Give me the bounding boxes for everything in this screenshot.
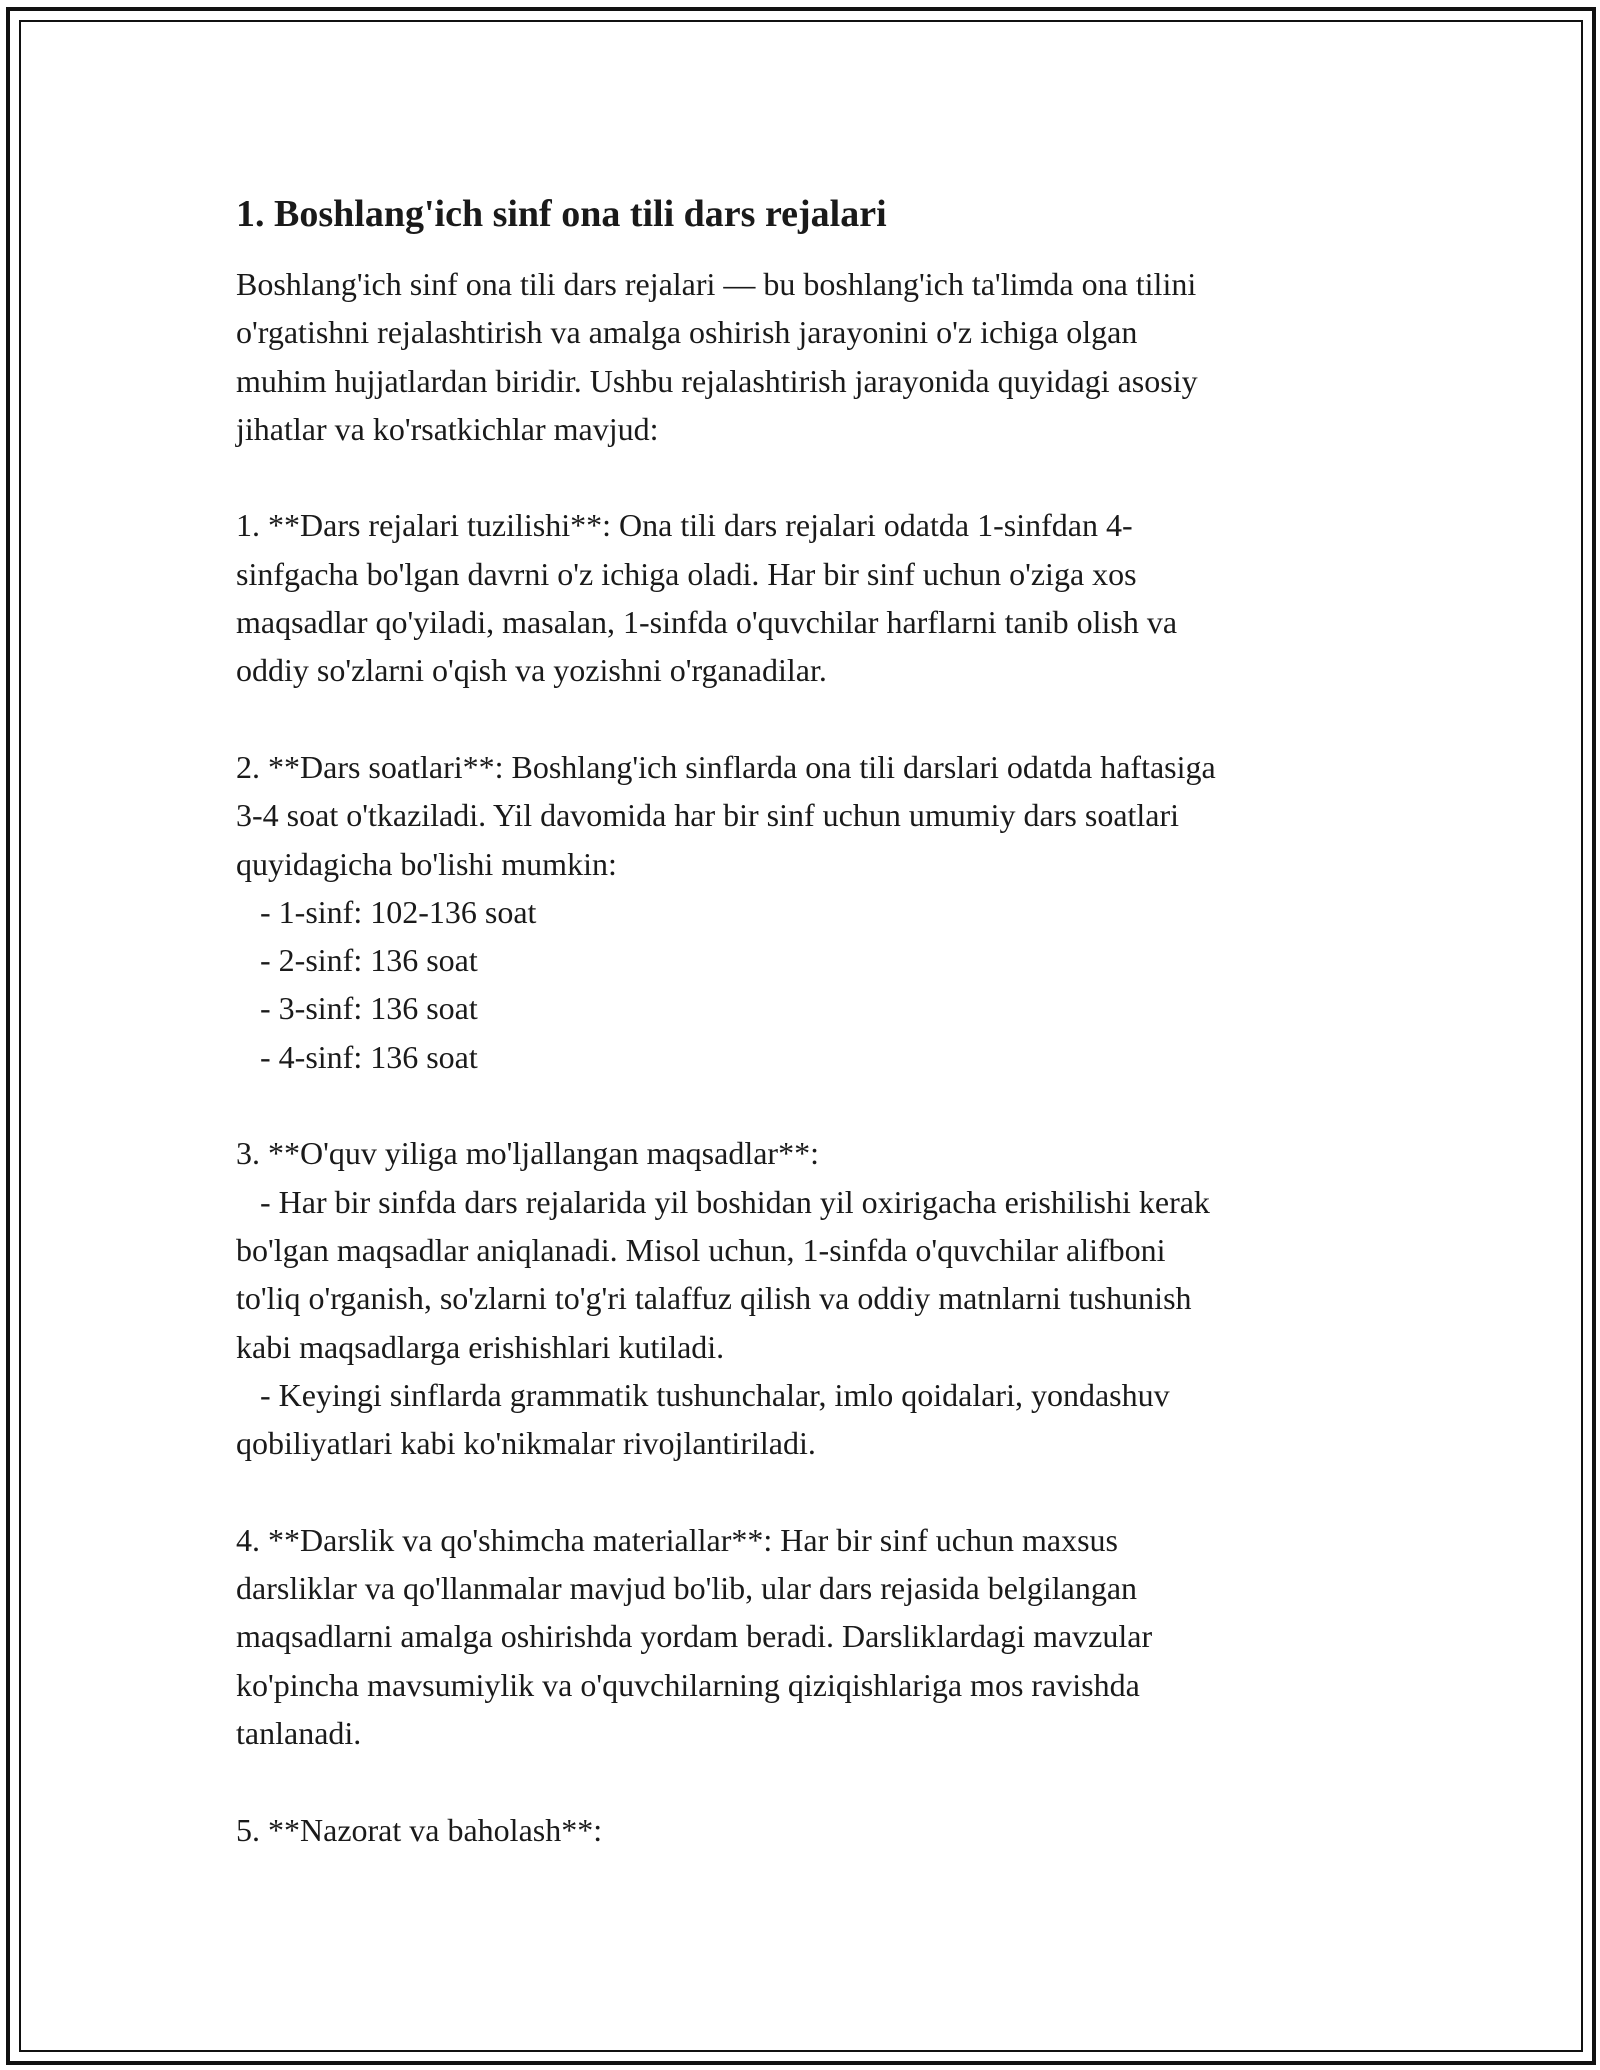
text-line: qobiliyatlari kabi ko'nikmalar rivojlantiriladi. [236, 1425, 816, 1462]
document-content [236, 186, 1386, 1854]
text-line: 3. **O'quv yiliga mo'ljallangan maqsadlar**: [236, 1135, 819, 1172]
blank-line [236, 1757, 1386, 1805]
text-line: 2. **Dars soatlari**: Boshlang'ich sinflarda ona tili darslari odatda haftasiga [236, 748, 1216, 785]
text-line: bo'lgan maqsadlar aniqlanadi. Misol uchun, 1-sinfda o'quvchilar alifboni [236, 1231, 1166, 1268]
blank-line [236, 453, 1386, 501]
text-line: - 4-sinf: 136 soat [236, 1038, 478, 1075]
text-line: - Keyingi sinflarda grammatik tushunchalar, imlo qoidalari, yondashuv [236, 1376, 1170, 1413]
text-line: sinfgacha bo'lgan davrni o'z ichiga oladi. Har bir sinf uchun o'ziga xos [236, 555, 1137, 592]
text-line: 4. **Darslik va qo'shimcha materiallar**: Har bir sinf uchun maxsus [236, 1521, 1118, 1558]
text-line: Boshlang'ich sinf ona tili dars rejalari — bu boshlang'ich ta'limda ona tilini [236, 266, 1197, 302]
text-line: oddiy so'zlarni o'qish va yozishni o'rganadilar. [236, 652, 827, 689]
text-line: - 2-sinf: 136 soat [236, 942, 478, 979]
text-line: ko'pincha mavsumiylik va o'quvchilarning qiziqishlariga mos ravishda [236, 1666, 1140, 1703]
text-line: maqsadlar qo'yiladi, masalan, 1-sinfda o'quvchilar harflarni tanib olish va [236, 604, 1178, 641]
text-line: muhim hujjatlardan biridir. Ushbu rejalashtirish jarayonida quyidagi asosiy [236, 362, 1198, 399]
blank-line [236, 695, 1386, 743]
text-line: - Har bir sinfda dars rejalarida yil boshidan yil oxirigacha erishilishi kerak [236, 1183, 1210, 1220]
document-body [236, 260, 1386, 1854]
text-line: maqsadlarni amalga oshirishda yordam beradi. Darsliklardagi mavzular [236, 1618, 1153, 1655]
text-line: 5. **Nazorat va baholash**: [236, 1811, 603, 1848]
text-line: jihatlar va ko'rsatkichlar mavjud: [236, 410, 659, 447]
text-line: 1. **Dars rejalari tuzilishi**: Ona tili dars rejalari odatda 1-sinfdan 4- [236, 507, 1133, 544]
text-line: - 1-sinf: 102-136 soat [236, 893, 537, 930]
text-line: - 3-sinf: 136 soat [236, 990, 478, 1027]
text-line: o'rgatishni rejalashtirish va amalga oshirish jarayonini o'z ichiga olgan [236, 314, 1138, 351]
document-title: 1. Boshlang'ich sinf ona tili dars rejalari [236, 193, 887, 235]
text-line: tanlanadi. [236, 1714, 362, 1751]
text-line: kabi maqsadlarga erishishlari kutiladi. [236, 1328, 725, 1365]
blank-line [236, 1081, 1386, 1129]
text-line: 3-4 soat o'tkaziladi. Yil davomida har bir sinf uchun umumiy dars soatlari [236, 797, 1180, 834]
text-line: to'liq o'rganish, so'zlarni to'g'ri talaffuz qilish va oddiy matnlarni tushunish [236, 1280, 1192, 1317]
text-line: quyidagicha bo'lishi mumkin: [236, 845, 617, 882]
blank-line [236, 1467, 1386, 1515]
text-line: darsliklar va qo'llanmalar mavjud bo'lib, ular dars rejasida belgilangan [236, 1570, 1138, 1607]
